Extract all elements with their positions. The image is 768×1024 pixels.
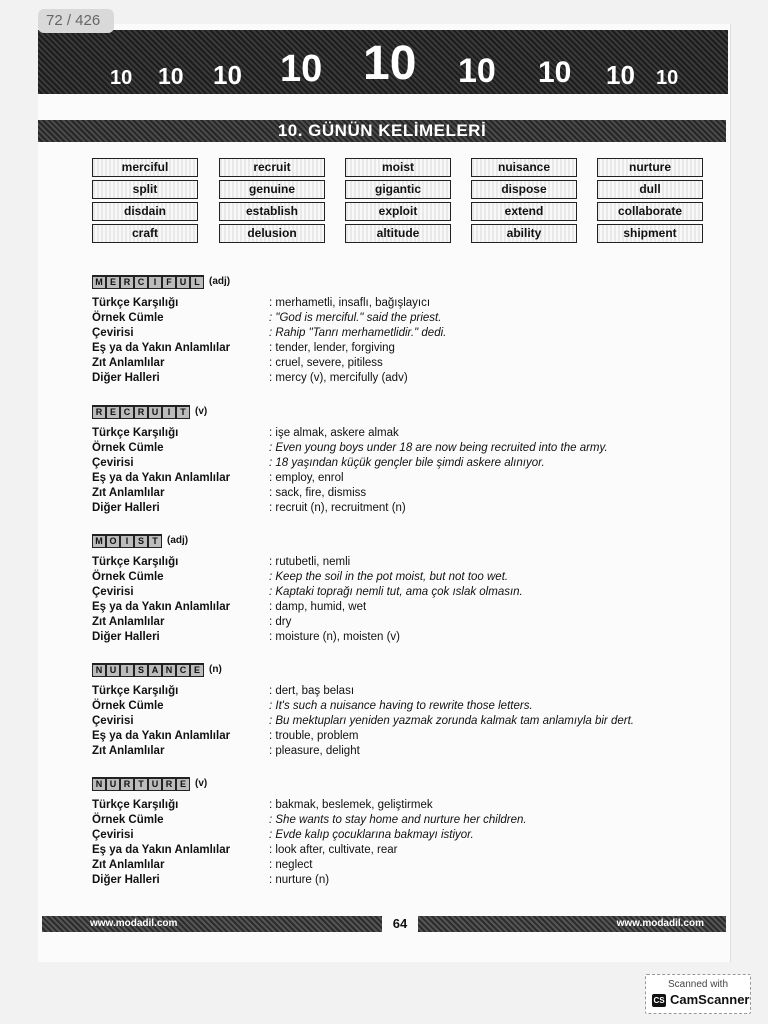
entry-field-value: : Bu mektupları yeniden yazmak zorunda kalmak tam anlamıyla bir dert. [269, 715, 634, 727]
entry-field-value: : sack, fire, dismiss [269, 487, 367, 499]
section-title-band [38, 120, 726, 142]
entry-field-value: : Even young boys under 18 are now being recruited into the army. [269, 442, 608, 454]
entry-word-letter: S [135, 665, 147, 676]
entry-word-letter: T [177, 407, 189, 418]
entry-field-value: : She wants to stay home and nurture her children. [269, 814, 527, 826]
entry-field-label: Örnek Cümle [92, 814, 164, 826]
header-number: 10 [458, 52, 496, 90]
entry-word-tag [92, 534, 162, 548]
word-box: ability [471, 224, 577, 243]
entry-word-letter: T [135, 779, 147, 790]
entry-word-letter: E [107, 407, 119, 418]
entry-field-value: : trouble, problem [269, 730, 359, 742]
entry-word-letter: R [121, 277, 133, 288]
header-number: 10 [158, 63, 184, 89]
entry-field-label: Zıt Anlamlılar [92, 859, 165, 871]
camscanner-watermark [645, 974, 751, 1014]
section-title: 10. GÜNÜN KELİMELERİ [277, 121, 487, 140]
entry-word-letter: U [107, 665, 119, 676]
entry-field-label: Eş ya da Yakın Anlamlılar [92, 844, 231, 856]
word-box: altitude [345, 224, 451, 243]
page-number: 64 [382, 913, 418, 935]
header-number: 10 [656, 67, 679, 89]
entry-field-label: Çevirisi [92, 715, 134, 727]
header-number: 10 [606, 60, 635, 90]
entry-field-value: : It's such a nuisance having to rewrite those letters. [269, 700, 533, 712]
entry-field-value: : Keep the soil in the pot moist, but not too wet. [269, 571, 509, 583]
entry-word-letter: U [177, 277, 189, 288]
entry-field-label: Zıt Anlamlılar [92, 487, 165, 499]
entry-word-letter: R [163, 779, 175, 790]
entry-field-value: : neglect [269, 859, 313, 871]
word-box: shipment [597, 224, 703, 243]
entry-word-letter: R [121, 779, 133, 790]
entry-field-label: Eş ya da Yakın Anlamlılar [92, 342, 231, 354]
entry-word-letter: E [191, 665, 203, 676]
entry-field-value: : moisture (n), moisten (v) [269, 631, 400, 643]
entry-field-label: Türkçe Karşılığı [92, 297, 179, 309]
entry-field-label: Örnek Cümle [92, 700, 164, 712]
page-indicator: 72 / 426 [38, 9, 114, 33]
word-box: moist [345, 158, 451, 177]
entry-field-label: Çevirisi [92, 457, 134, 469]
word-box: disdain [92, 202, 198, 221]
word-box: merciful [92, 158, 198, 177]
entry-field-label: Eş ya da Yakın Anlamlılar [92, 601, 231, 613]
entry-word-letter: N [163, 665, 175, 676]
entry-word-tag [92, 777, 190, 791]
entry-field-label: Türkçe Karşılığı [92, 556, 179, 568]
entry-field-label: Örnek Cümle [92, 312, 164, 324]
entry-word-tag [92, 663, 204, 677]
entry-field-label: Diğer Halleri [92, 372, 160, 384]
entry-word-letter: C [177, 665, 189, 676]
entry-field-label: Türkçe Karşılığı [92, 685, 179, 697]
entry-field-label: Çevirisi [92, 327, 134, 339]
page-footer [42, 916, 726, 932]
header-number-strip [38, 30, 728, 94]
entry-field-value: : merhametli, insaflı, bağışlayıcı [269, 297, 431, 309]
entry-word-letter: U [107, 779, 119, 790]
word-box: dispose [471, 180, 577, 199]
entry-field-label: Diğer Halleri [92, 874, 160, 886]
word-box: establish [219, 202, 325, 221]
entry-word-letter: C [121, 407, 133, 418]
entry-field-label: Çevirisi [92, 829, 134, 841]
entry-field-value: : 18 yaşından küçük gençler bile şimdi askere alınıyor. [269, 457, 545, 469]
word-box: recruit [219, 158, 325, 177]
entry-word-letter: I [163, 407, 175, 418]
entry-word-tag [92, 275, 204, 289]
word-box: gigantic [345, 180, 451, 199]
entry-word-letter: F [163, 277, 175, 288]
entry-field-label: Diğer Halleri [92, 631, 160, 643]
word-box: delusion [219, 224, 325, 243]
entry-field-label: Diğer Halleri [92, 502, 160, 514]
word-box: dull [597, 180, 703, 199]
entry-field-label: Örnek Cümle [92, 442, 164, 454]
word-box: nuisance [471, 158, 577, 177]
entry-word-letter: N [93, 665, 105, 676]
entry-field-value: : "God is merciful." said the priest. [269, 312, 442, 324]
entry-field-value: : işe almak, askere almak [269, 427, 399, 439]
header-number: 10 [538, 56, 572, 89]
word-box: craft [92, 224, 198, 243]
document-page [38, 24, 731, 962]
entry-word-letter: T [149, 536, 161, 547]
entry-field-value: : Rahip "Tanrı merhametlidir." dedi. [269, 327, 447, 339]
entry-part-of-speech: (v) [195, 406, 208, 417]
entry-field-label: Zıt Anlamlılar [92, 745, 165, 757]
word-box: exploit [345, 202, 451, 221]
entry-field-label: Türkçe Karşılığı [92, 799, 179, 811]
entry-field-value: : dert, baş belası [269, 685, 355, 697]
entry-field-value: : Evde kalıp çocuklarına bakmayı istiyor. [269, 829, 474, 841]
entry-word-letter: C [135, 277, 147, 288]
entry-word-letter: R [93, 407, 105, 418]
entry-word-letter: I [149, 277, 161, 288]
scanner-name: CamScanner [670, 992, 750, 1007]
entry-part-of-speech: (n) [209, 664, 222, 675]
entry-field-label: Türkçe Karşılığı [92, 427, 179, 439]
entry-field-value: : Kaptaki toprağı nemli tut, ama çok ıslak olmasın. [269, 586, 523, 598]
entry-field-value: : look after, cultivate, rear [269, 844, 398, 856]
word-box: genuine [219, 180, 325, 199]
entry-field-value: : damp, humid, wet [269, 601, 367, 613]
entry-field-label: Zıt Anlamlılar [92, 616, 165, 628]
footer-site-right: www.modadil.com [616, 918, 704, 929]
entry-field-label: Eş ya da Yakın Anlamlılar [92, 472, 231, 484]
entry-field-label: Eş ya da Yakın Anlamlılar [92, 730, 231, 742]
entry-field-value: : bakmak, beslemek, geliştirmek [269, 799, 433, 811]
entry-field-label: Çevirisi [92, 586, 134, 598]
entry-field-value: : tender, lender, forgiving [269, 342, 395, 354]
word-box: collaborate [597, 202, 703, 221]
entry-word-letter: E [107, 277, 119, 288]
entry-word-letter: U [149, 779, 161, 790]
entry-word-tag [92, 405, 190, 419]
entry-field-value: : dry [269, 616, 292, 628]
scanner-caption: Scanned with [667, 979, 729, 990]
entry-word-letter: I [121, 665, 133, 676]
entry-word-letter: M [93, 277, 105, 288]
header-number: 10 [213, 60, 242, 90]
entry-word-letter: M [93, 536, 105, 547]
word-box: extend [471, 202, 577, 221]
entry-field-value: : cruel, severe, pitiless [269, 357, 383, 369]
header-number: 10 [280, 48, 323, 90]
entry-part-of-speech: (v) [195, 778, 208, 789]
entry-word-letter: S [135, 536, 147, 547]
entry-field-label: Örnek Cümle [92, 571, 164, 583]
entry-field-value: : nurture (n) [269, 874, 330, 886]
entry-word-letter: I [121, 536, 133, 547]
entry-field-value: : pleasure, delight [269, 745, 360, 757]
header-number: 10 [363, 37, 417, 90]
entry-field-value: : rutubetli, nemli [269, 556, 351, 568]
word-box: nurture [597, 158, 703, 177]
entry-field-label: Zıt Anlamlılar [92, 357, 165, 369]
entry-word-letter: O [107, 536, 119, 547]
entry-word-letter: N [93, 779, 105, 790]
entry-field-value: : recruit (n), recruitment (n) [269, 502, 406, 514]
entry-part-of-speech: (adj) [209, 276, 231, 287]
entry-word-letter: A [149, 665, 161, 676]
camscanner-logo-icon: CS [653, 996, 665, 1005]
entry-part-of-speech: (adj) [167, 535, 189, 546]
entry-field-value: : employ, enrol [269, 472, 344, 484]
entry-word-letter: L [191, 277, 203, 288]
footer-site-left: www.modadil.com [90, 918, 178, 929]
entry-word-letter: E [177, 779, 189, 790]
header-number: 10 [110, 67, 133, 89]
entry-field-value: : mercy (v), mercifully (adv) [269, 372, 408, 384]
word-box: split [92, 180, 198, 199]
entry-word-letter: U [149, 407, 161, 418]
entry-word-letter: R [135, 407, 147, 418]
